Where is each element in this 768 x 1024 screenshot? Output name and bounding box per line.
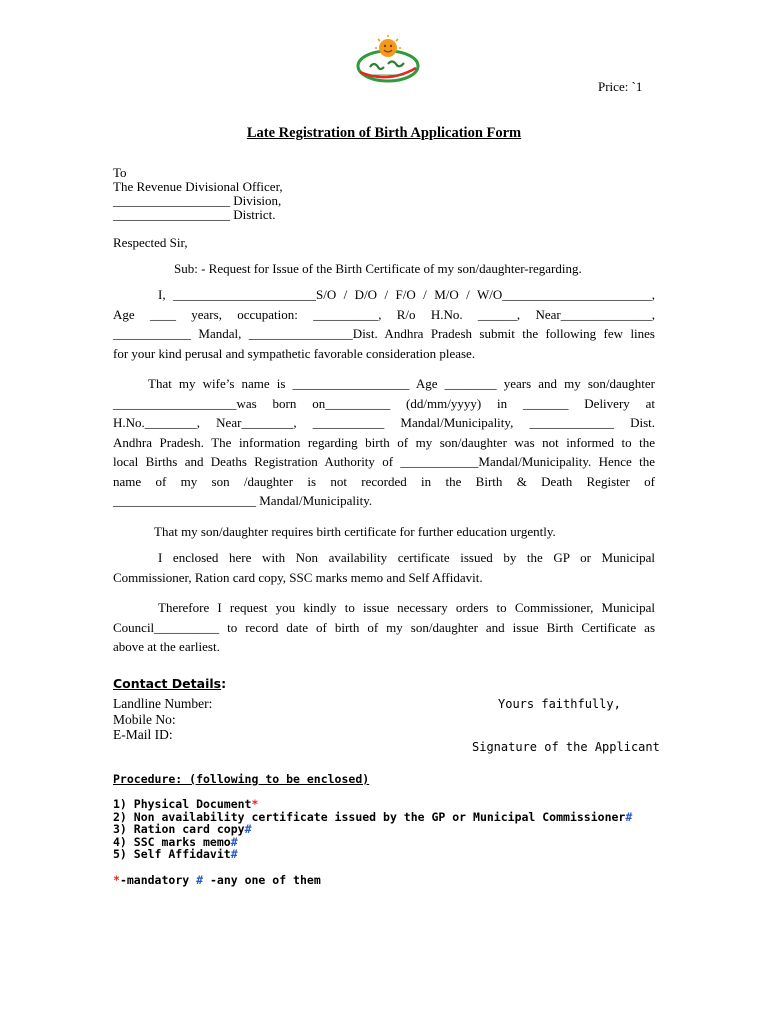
legend-star-text: -mandatory xyxy=(119,873,197,887)
any-one-mark: # xyxy=(230,834,238,849)
legend-hash-text: -any one of them xyxy=(203,873,321,887)
address-to: To xyxy=(113,165,127,180)
procedure-list xyxy=(113,798,632,861)
address-district: __________________ District. xyxy=(113,207,276,222)
any-one-mark: # xyxy=(244,822,252,836)
request-paragraph xyxy=(113,598,655,657)
address-division: __________________ Division, xyxy=(113,193,282,208)
para2-line3: H.No.________, Near________, ___________ Mandal/Municipality, _____________ Dist. xyxy=(113,415,655,430)
para2-line2: ___________________was born on__________ (dd/mm/yyyy) in _______ Delivery at xyxy=(113,395,655,411)
address-block xyxy=(113,166,283,222)
para2-line4: Andhra Pradesh. The information regarding birth of my son/daughter was not informed to the xyxy=(113,434,655,450)
declaration-paragraph xyxy=(113,285,655,363)
para1-line2: Age ____ years, occupation: __________, R/o H.No. ______, Near______________, xyxy=(113,306,655,322)
logo-sun xyxy=(379,39,397,57)
para5-line1: Therefore I request you kindly to issue necessary orders to Commissioner, Municipal xyxy=(158,600,655,615)
email-label: E-Mail ID: xyxy=(113,727,173,742)
procedure-item: 4) SSC marks memo# xyxy=(113,834,238,849)
mobile-label: Mobile No: xyxy=(113,711,176,727)
procedure-heading: Procedure: (following to be enclosed) xyxy=(113,772,370,786)
para2-line5: local Births and Deaths Registration Authority of ____________Mandal/Municipality. Hence the xyxy=(113,454,655,469)
price-label: Price: `1 xyxy=(598,79,643,94)
mandatory-mark: * xyxy=(251,797,259,811)
contact-heading xyxy=(113,676,226,691)
procedure-item: 1) Physical Document* xyxy=(113,797,259,811)
yours-faithfully: Yours faithfully, xyxy=(498,697,621,711)
contact-block xyxy=(113,696,212,743)
procedure-legend xyxy=(113,874,321,887)
para1-line1: I, ______________________S/O / D/O / F/O / M/O / W/O_______________________, xyxy=(158,287,655,302)
para4-line1: I enclosed here with Non availability certificate issued by the GP or Municipal xyxy=(158,550,655,565)
any-one-mark: # xyxy=(230,847,238,861)
procedure-item: 3) Ration card copy# xyxy=(113,822,252,836)
form-title: Late Registration of Birth Application Form xyxy=(246,125,522,141)
logo-script xyxy=(370,62,404,70)
requirement-paragraph: That my son/daughter requires birth certificate for further education urgently. xyxy=(154,524,556,539)
any-one-mark: # xyxy=(625,809,633,824)
para1-line3: ____________ Mandal, ________________Dist. Andhra Pradesh submit the following few lines xyxy=(113,326,655,341)
contact-heading-text: Contact Details xyxy=(113,676,222,691)
para5-line2: Council__________ to record date of birth of my son/daughter and issue Birth Certificate as xyxy=(113,619,655,635)
salutation: Respected Sir, xyxy=(113,235,188,250)
para2-line6: name of my son /daughter is not recorded in the Birth & Death Register of xyxy=(113,473,655,489)
address-officer: The Revenue Divisional Officer, xyxy=(113,179,283,194)
landline-label: Landline Number: xyxy=(113,696,213,711)
legend-star: * xyxy=(113,873,120,887)
procedure-item: 5) Self Affidavit# xyxy=(113,847,238,861)
para5-line3: above at the earliest. xyxy=(113,639,220,654)
contact-heading-colon: : xyxy=(221,676,227,691)
legend-hash: # xyxy=(196,873,204,887)
applicant-signature: Signature of the Applicant xyxy=(472,740,660,754)
para2-line1: That my wife’s name is __________________ Age ________ years and my son/daughter xyxy=(148,376,655,391)
para1-line4: for your kind perusal and sympathetic favorable consideration please. xyxy=(113,345,476,361)
birth-details-paragraph xyxy=(113,374,655,511)
subject-line: Sub: - Request for Issue of the Birth Certificate of my son/daughter-regarding. xyxy=(174,261,582,276)
para2-line7: ______________________ Mandal/Municipality. xyxy=(113,493,373,508)
para4-line2: Commissioner, Ration card copy, SSC marks memo and Self Affidavit. xyxy=(113,569,483,585)
procedure-item: 2) Non availability certificate issued by the GP or Municipal Commissioner# xyxy=(113,809,633,824)
mee-seva-logo xyxy=(352,34,424,86)
enclosure-paragraph xyxy=(113,548,655,587)
